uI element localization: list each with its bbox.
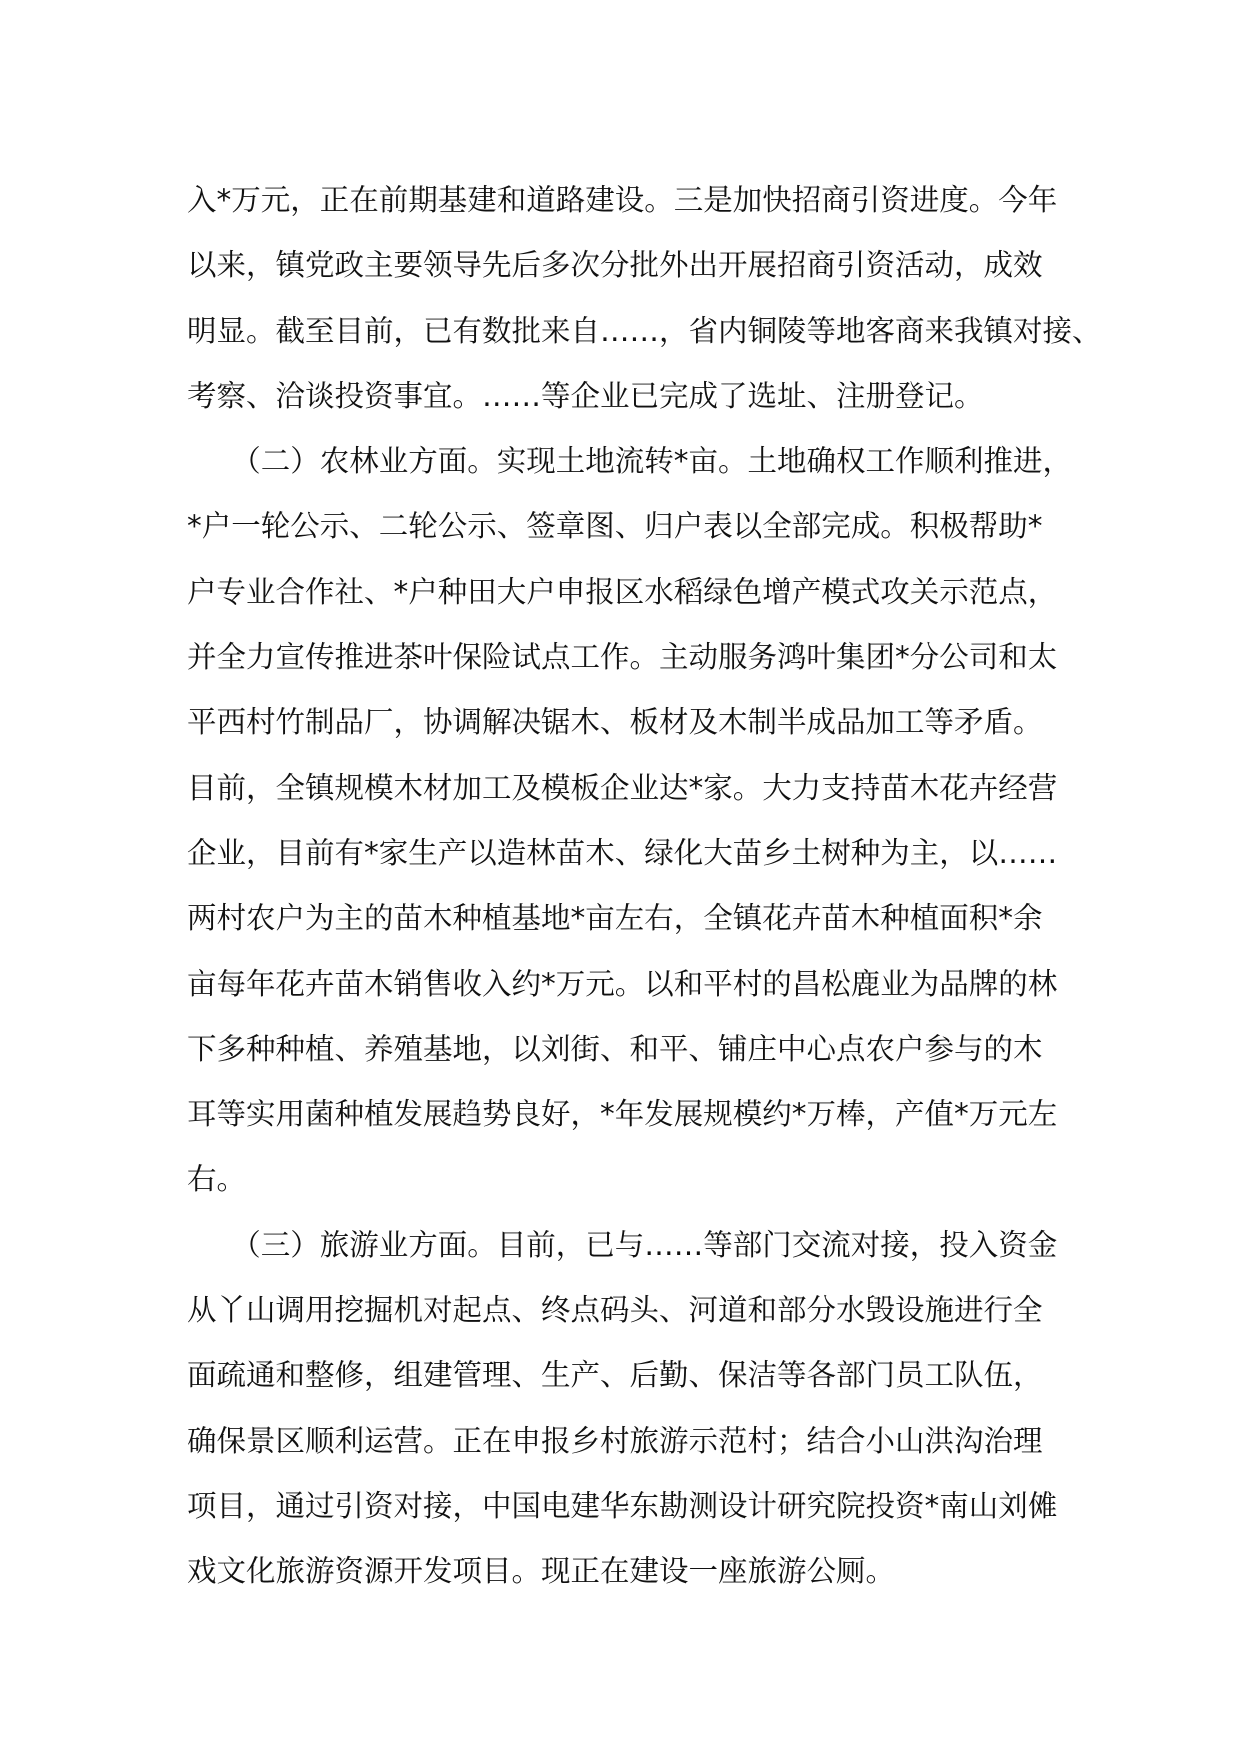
text-line: 平西村竹制品厂，协调解决锯木、板材及木制半成品加工等矛盾。: [187, 705, 1043, 740]
body-text: [187, 168, 1102, 1605]
text-line: 项目，通过引资对接，中国电建华东勘测设计研究院投资*南山刘傩: [187, 1488, 1058, 1523]
text-line: 入*万元，正在前期基建和道路建设。三是加快招商引资进度。今年: [187, 183, 1058, 217]
text-line: 明显。截至目前，已有数批来自……，省内铜陵等地客商来我镇对接、: [187, 313, 1102, 348]
text-line: 企业，目前有*家生产以造林苗木、绿化大苗乡土树种为主，以……: [187, 835, 1058, 870]
paragraph-heading-line: （三）旅游业方面。目前，已与……等部门交流对接，投入资金: [187, 1227, 1058, 1262]
text-line: 两村农户为主的苗木种植基地*亩左右，全镇花卉苗木种植面积*余: [187, 901, 1043, 936]
text-line: 面疏通和整修，组建管理、生产、后勤、保洁等各部门员工队伍，: [187, 1358, 1043, 1393]
text-line: 下多种种植、养殖基地，以刘街、和平、铺庄中心点农户参与的木: [187, 1031, 1043, 1066]
text-line: 从丫山调用挖掘机对起点、终点码头、河道和部分水毁设施进行全: [187, 1293, 1043, 1328]
text-line: 右。: [187, 1162, 247, 1197]
text-line: 确保景区顺利运营。正在申报乡村旅游示范村；结合小山洪沟治理: [187, 1423, 1043, 1458]
text-line: 亩每年花卉苗木销售收入约*万元。以和平村的昌松鹿业为品牌的林: [187, 966, 1058, 1001]
text-line: 以来，镇党政主要领导先后多次分批外出开展招商引资活动，成效: [187, 248, 1043, 283]
text-line: 耳等实用菌种植发展趋势良好，*年发展规模约*万棒，产值*万元左: [187, 1097, 1058, 1132]
text-line: 考察、洽谈投资事宜。……等企业已完成了选址、注册登记。: [187, 378, 984, 413]
paragraph-heading-line: （二）农林业方面。实现土地流转*亩。土地确权工作顺利推进，: [187, 444, 1073, 479]
text-line: *户一轮公示、二轮公示、签章图、归户表以全部完成。积极帮助*: [187, 509, 1043, 544]
text-line: 目前，全镇规模木材加工及模板企业达*家。大力支持苗木花卉经营: [187, 770, 1058, 805]
text-line: 戏文化旅游资源开发项目。现正在建设一座旅游公厕。: [187, 1554, 896, 1589]
text-line: 户专业合作社、*户种田大户申报区水稻绿色增产模式攻关示范点，: [187, 574, 1058, 609]
text-line: 并全力宣传推进茶叶保险试点工作。主动服务鸿叶集团*分公司和太: [187, 640, 1058, 675]
